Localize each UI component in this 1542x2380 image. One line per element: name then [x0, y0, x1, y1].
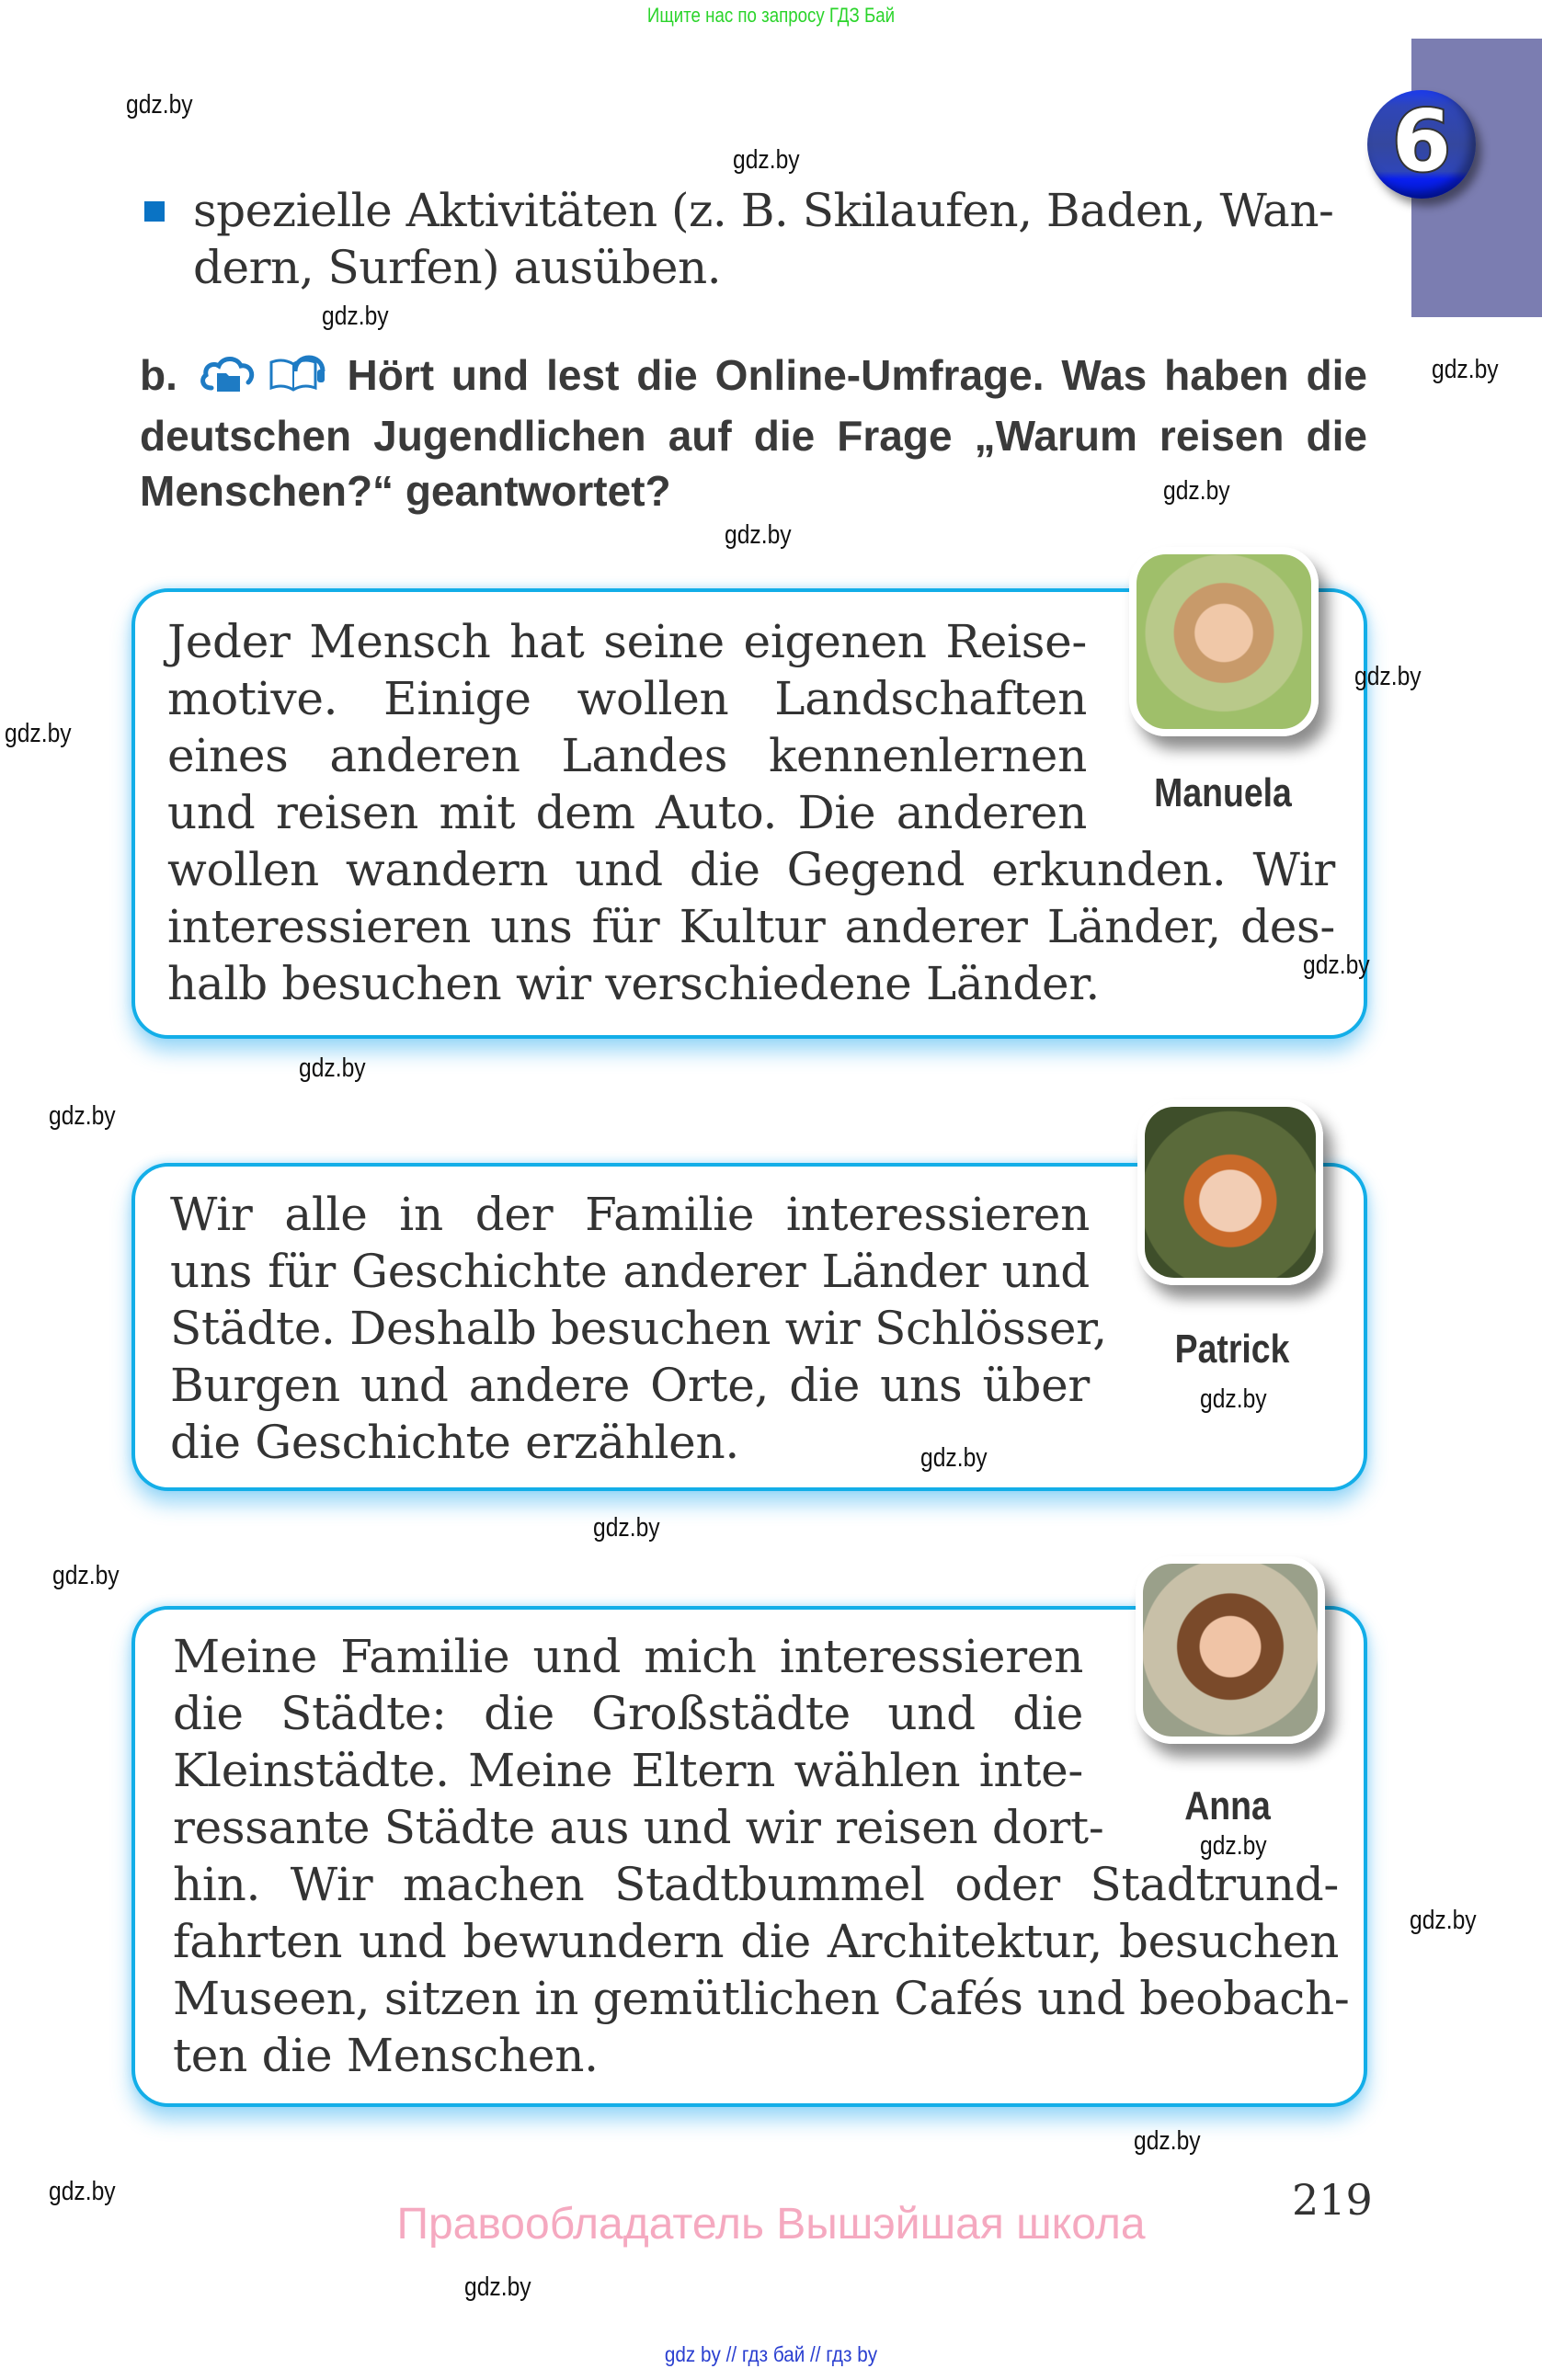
text-line: die Städte: die Großstädte und die: [173, 1687, 1083, 1740]
text-line: uns für Geschichte anderer Länder und: [170, 1245, 1090, 1298]
watermark: gdz.by: [1200, 1384, 1267, 1414]
page-number: 219: [1292, 2175, 1373, 2225]
avatar-anna: [1136, 1556, 1325, 1744]
testimonial-text-patrick: [170, 1186, 1107, 1471]
watermark: gdz.by: [49, 2177, 116, 2206]
watermark: gdz.by: [52, 1561, 120, 1590]
book-headphones-icon[interactable]: [268, 349, 326, 395]
text-line: Burgen und andere Orte, die uns über: [170, 1359, 1090, 1412]
watermark: gdz.by: [1410, 1906, 1477, 1935]
text-line: interessieren uns für Kultur anderer Länder, des-: [167, 900, 1335, 953]
name-patrick: Patrick: [1174, 1327, 1290, 1372]
task-label: b.: [140, 351, 177, 399]
testimonial-text-anna: [173, 1628, 1104, 1856]
footer-links[interactable]: gdz by // гдз бай // гдз by: [664, 2342, 878, 2366]
cloud-folder-icon[interactable]: [199, 353, 256, 395]
text-line: fahrten und bewundern die Architektur, besuchen: [173, 1915, 1339, 1968]
chapter-badge: [1367, 90, 1476, 199]
publisher-notice: Правообладатель Вышэйшая школа: [396, 2200, 1146, 2249]
watermark: gdz.by: [1163, 476, 1230, 506]
text-line: Jeder Mensch hat seine eigenen Reise-: [167, 615, 1087, 668]
text-line: wollen wandern und die Gegend erkunden. Wir: [167, 843, 1335, 896]
watermark: gdz.by: [733, 145, 800, 175]
testimonial-text-manuela: [167, 613, 1087, 841]
text-line: Kleinstädte. Meine Eltern wählen inte-: [173, 1744, 1083, 1797]
testimonial-text-manuela-cont: [167, 841, 1335, 1012]
top-banner: Ищите нас по запросу ГДЗ Бай: [646, 4, 896, 27]
chapter-number: 6: [1391, 92, 1451, 190]
watermark: gdz.by: [1134, 2126, 1201, 2156]
watermark: gdz.by: [322, 302, 389, 331]
bullet-line-1: spezielle Aktivitäten (z. B. Skilaufen, Baden, Wan-: [193, 184, 1334, 237]
text-line: Meine Familie und mich interessieren: [173, 1630, 1083, 1683]
avatar-manuela: [1129, 547, 1319, 736]
text-line: und reisen mit dem Auto. Die anderen: [167, 786, 1087, 839]
watermark: gdz.by: [464, 2272, 531, 2302]
text-line: halb besuchen wir verschiedene Länder.: [167, 957, 1101, 1010]
watermark: gdz.by: [725, 520, 792, 550]
watermark: gdz.by: [5, 719, 72, 748]
avatar-patrick: [1137, 1099, 1323, 1285]
watermark: gdz.by: [1432, 355, 1499, 384]
text-line: Wir alle in der Familie interessieren: [170, 1188, 1090, 1241]
watermark: gdz.by: [1303, 951, 1370, 980]
bullet-square-icon: [144, 201, 165, 222]
watermark: gdz.by: [49, 1101, 116, 1131]
text-line: Museen, sitzen in gemütlichen Cafés und beobach-: [173, 1972, 1350, 2025]
watermark: gdz.by: [1354, 662, 1422, 691]
text-line: die Geschichte erzählen.: [170, 1416, 739, 1469]
text-line: hin. Wir machen Stadtbummel oder Stadtrund-: [173, 1858, 1339, 1911]
bullet-item-text: [193, 182, 1379, 296]
name-manuela: Manuela: [1154, 770, 1292, 815]
text-line: Städte. Deshalb besuchen wir Schlösser,: [170, 1302, 1107, 1355]
watermark: gdz.by: [126, 90, 193, 120]
name-anna: Anna: [1184, 1783, 1271, 1828]
watermark: gdz.by: [920, 1443, 988, 1473]
text-line: ten die Menschen.: [173, 2029, 599, 2082]
task-text: Hört und lest die Online-Umfrage. Was haben die deutschen Jugendlichen auf die Frage „Warum reisen die Menschen?“ geantwortet?: [140, 351, 1367, 515]
watermark: gdz.by: [299, 1053, 366, 1083]
text-line: eines anderen Landes kennenlernen: [167, 729, 1087, 782]
watermark: gdz.by: [593, 1513, 660, 1543]
task-icons: [199, 349, 326, 408]
text-line: motive. Einige wollen Landschaften: [167, 672, 1087, 725]
watermark: gdz.by: [1200, 1831, 1267, 1861]
testimonial-text-anna-cont: [173, 1856, 1350, 2084]
text-line: ressante Städte aus und wir reisen dort-: [173, 1801, 1104, 1854]
bullet-line-2: dern, Surfen) ausüben.: [193, 241, 722, 294]
